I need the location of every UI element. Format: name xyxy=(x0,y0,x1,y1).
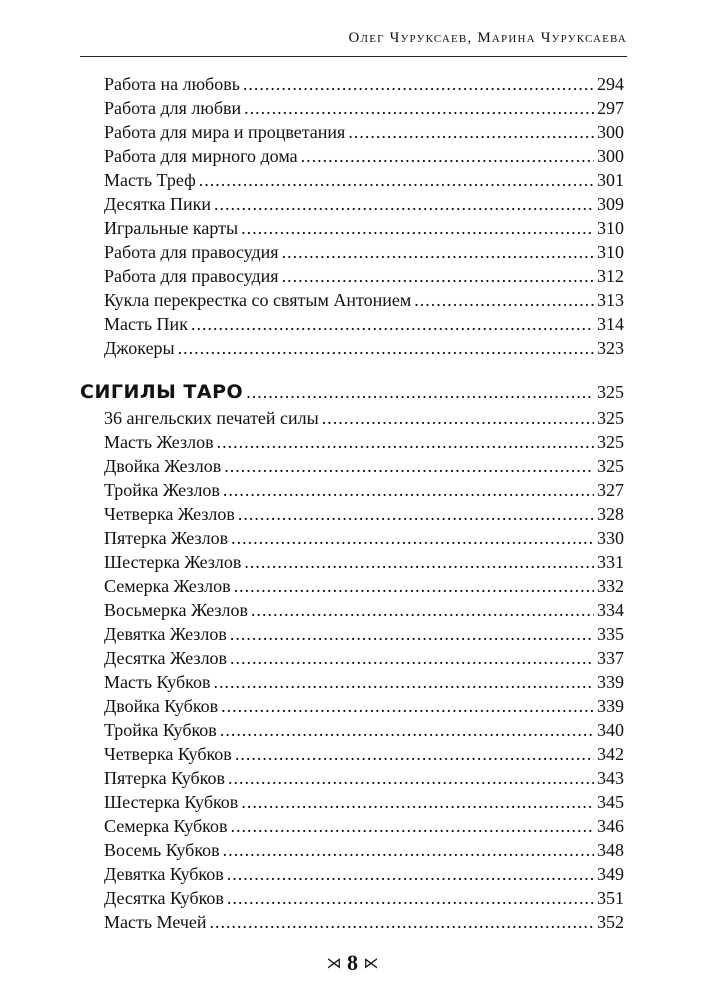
toc-entry-page: 325 xyxy=(597,432,624,452)
toc-entry-title: Работа на любовь xyxy=(104,74,240,94)
toc-entry-title: Работа для любви xyxy=(104,98,242,118)
toc-entry-title: Двойка Кубков xyxy=(104,696,219,716)
toc-entry-title: Масть Кубков xyxy=(104,672,211,692)
leader-dots xyxy=(246,378,594,406)
toc-entry-page: 314 xyxy=(597,314,624,334)
toc-entry-page: 330 xyxy=(597,528,624,548)
toc-entry-title: Девятка Жезлов xyxy=(104,624,227,644)
section-title: СИГИЛЫ ТАРО xyxy=(80,381,244,403)
toc-entry-title: Пятерка Жезлов xyxy=(104,528,229,548)
toc-entry[interactable] xyxy=(104,216,624,240)
leader-dots xyxy=(322,406,594,430)
toc-entry[interactable] xyxy=(104,288,624,312)
toc-entry-page: 351 xyxy=(597,888,624,908)
toc-entry-page: 294 xyxy=(597,74,624,94)
toc-entry-title: Игральные карты xyxy=(104,218,239,238)
toc-entry-page: 332 xyxy=(597,576,624,596)
ornament-right-icon: ⋉ xyxy=(363,956,379,972)
toc-entry-page: 300 xyxy=(597,146,624,166)
toc-entry-page: 331 xyxy=(597,552,624,572)
toc-entry[interactable] xyxy=(104,910,624,934)
toc-entry[interactable] xyxy=(104,312,624,336)
leader-dots xyxy=(227,886,594,910)
page-footer xyxy=(0,950,705,976)
leader-dots xyxy=(282,240,594,264)
toc-entry[interactable] xyxy=(104,478,624,502)
toc-entry-title: Семерка Жезлов xyxy=(104,576,231,596)
toc-entry[interactable] xyxy=(104,406,624,430)
leader-dots xyxy=(224,454,594,478)
leader-dots xyxy=(213,670,594,694)
toc-entry[interactable] xyxy=(104,96,624,120)
leader-dots xyxy=(228,766,594,790)
toc-entry-page: 335 xyxy=(597,624,624,644)
leader-dots xyxy=(214,192,594,216)
toc-entry[interactable] xyxy=(104,646,624,670)
toc-entry[interactable] xyxy=(104,622,624,646)
toc-entry[interactable] xyxy=(104,598,624,622)
leader-dots xyxy=(223,838,594,862)
toc-entry-title: Работа для правосудия xyxy=(104,242,279,262)
toc-entry-title: Масть Треф xyxy=(104,170,196,190)
toc-entry-page: 310 xyxy=(597,218,624,238)
header-rule xyxy=(80,56,627,57)
toc-entry[interactable] xyxy=(104,336,624,360)
toc-entry-title: Шестерка Кубков xyxy=(104,792,239,812)
toc-entry-page: 313 xyxy=(597,290,624,310)
leader-dots xyxy=(238,502,594,526)
leader-dots xyxy=(348,120,594,144)
leader-dots xyxy=(223,478,594,502)
toc-entry-title: Работа для мира и процветания xyxy=(104,122,346,142)
toc-entry-page: 309 xyxy=(597,194,624,214)
toc-entry[interactable] xyxy=(104,454,624,478)
toc-entry[interactable] xyxy=(104,694,624,718)
toc-entry-page: 345 xyxy=(597,792,624,812)
toc-entry-title: Джокеры xyxy=(104,338,175,358)
leader-dots xyxy=(227,862,594,886)
toc-entry[interactable] xyxy=(104,120,624,144)
toc-entry-page: 340 xyxy=(597,720,624,740)
toc-entry-title: Работа для правосудия xyxy=(104,266,279,286)
toc-entry[interactable] xyxy=(104,144,624,168)
leader-dots xyxy=(234,574,594,598)
toc-entry-title: 36 ангельских печатей силы xyxy=(104,408,319,428)
leader-dots xyxy=(210,910,594,934)
leader-dots xyxy=(221,694,594,718)
toc-entry[interactable] xyxy=(104,526,624,550)
toc-section-heading[interactable] xyxy=(80,378,624,406)
toc-entry-title: Семерка Кубков xyxy=(104,816,228,836)
toc-entry-page: 337 xyxy=(597,648,624,668)
page-number: 8 xyxy=(347,950,358,975)
toc-entry-title: Десятка Пики xyxy=(104,194,212,214)
toc-entry-page: 327 xyxy=(597,480,624,500)
toc-entry-title: Десятка Кубков xyxy=(104,888,224,908)
toc-entry-title: Масть Жезлов xyxy=(104,432,214,452)
leader-dots xyxy=(251,598,594,622)
toc-entry-page: 323 xyxy=(597,338,624,358)
toc-entry-title: Восьмерка Жезлов xyxy=(104,600,249,620)
leader-dots xyxy=(191,312,594,336)
toc-entry-page: 339 xyxy=(597,696,624,716)
leader-dots xyxy=(244,550,594,574)
leader-dots xyxy=(235,742,594,766)
toc-entry[interactable] xyxy=(104,718,624,742)
toc-entry-page: 348 xyxy=(597,840,624,860)
toc-entry-title: Десятка Жезлов xyxy=(104,648,228,668)
toc-entry[interactable] xyxy=(104,502,624,526)
toc-entry-page: 349 xyxy=(597,864,624,884)
running-head: Олег Чуруксаев, Марина Чуруксаева xyxy=(348,30,627,46)
toc-entry[interactable] xyxy=(104,574,624,598)
toc-entry-page: 297 xyxy=(597,98,624,118)
leader-dots xyxy=(231,526,594,550)
leader-dots xyxy=(244,96,594,120)
toc-entry-title: Восемь Кубков xyxy=(104,840,220,860)
toc-entry[interactable] xyxy=(104,742,624,766)
leader-dots xyxy=(220,718,594,742)
toc-entry-title: Шестерка Жезлов xyxy=(104,552,242,572)
toc-entry[interactable] xyxy=(104,240,624,264)
toc-entry-page: 352 xyxy=(597,912,624,932)
leader-dots xyxy=(217,430,594,454)
toc-entry-title: Тройка Кубков xyxy=(104,720,217,740)
toc-entry[interactable] xyxy=(104,862,624,886)
toc-entry-page: 325 xyxy=(597,382,624,402)
toc-entry[interactable] xyxy=(104,192,624,216)
toc-entry-title: Четверка Кубков xyxy=(104,744,232,764)
toc-entry-page: 301 xyxy=(597,170,624,190)
toc-entry[interactable] xyxy=(104,886,624,910)
toc-entry-page: 310 xyxy=(597,242,624,262)
leader-dots xyxy=(230,814,594,838)
toc-entry-title: Двойка Жезлов xyxy=(104,456,222,476)
leader-dots xyxy=(243,72,594,96)
leader-dots xyxy=(230,622,594,646)
toc-entry-title: Работа для мирного дома xyxy=(104,146,298,166)
toc-entry-page: 342 xyxy=(597,744,624,764)
toc-entry-page: 346 xyxy=(597,816,624,836)
toc-entry-title: Масть Пик xyxy=(104,314,188,334)
leader-dots xyxy=(230,646,594,670)
leader-dots xyxy=(199,168,594,192)
toc-entry[interactable] xyxy=(104,168,624,192)
leader-dots xyxy=(301,144,594,168)
leader-dots xyxy=(241,790,594,814)
toc-entry-title: Пятерка Кубков xyxy=(104,768,225,788)
toc-entry-page: 339 xyxy=(597,672,624,692)
leader-dots xyxy=(241,216,594,240)
leader-dots xyxy=(178,336,594,360)
toc-entry-page: 334 xyxy=(597,600,624,620)
toc-entry-title: Четверка Жезлов xyxy=(104,504,235,524)
toc-entry[interactable] xyxy=(104,790,624,814)
toc-entry-page: 343 xyxy=(597,768,624,788)
toc-entry-page: 300 xyxy=(597,122,624,142)
toc-entry-title: Кукла перекрестка со святым Антонием xyxy=(104,290,412,310)
toc-entry[interactable] xyxy=(104,814,624,838)
leader-dots xyxy=(414,288,594,312)
toc-entry[interactable] xyxy=(104,550,624,574)
toc-entry-title: Девятка Кубков xyxy=(104,864,224,884)
toc-entry[interactable] xyxy=(104,72,624,96)
leader-dots xyxy=(282,264,594,288)
toc-entry[interactable] xyxy=(104,838,624,862)
toc-entry-page: 325 xyxy=(597,408,624,428)
toc-entry[interactable] xyxy=(104,264,624,288)
toc-entry[interactable] xyxy=(104,766,624,790)
toc-entry-page: 312 xyxy=(597,266,624,286)
toc-entry-title: Тройка Жезлов xyxy=(104,480,220,500)
toc-entry[interactable] xyxy=(104,670,624,694)
toc-entry-page: 328 xyxy=(597,504,624,524)
toc-entry-title: Масть Мечей xyxy=(104,912,207,932)
ornament-left-icon: ⋊ xyxy=(326,956,342,972)
toc-entry-page: 325 xyxy=(597,456,624,476)
toc-entry[interactable] xyxy=(104,430,624,454)
